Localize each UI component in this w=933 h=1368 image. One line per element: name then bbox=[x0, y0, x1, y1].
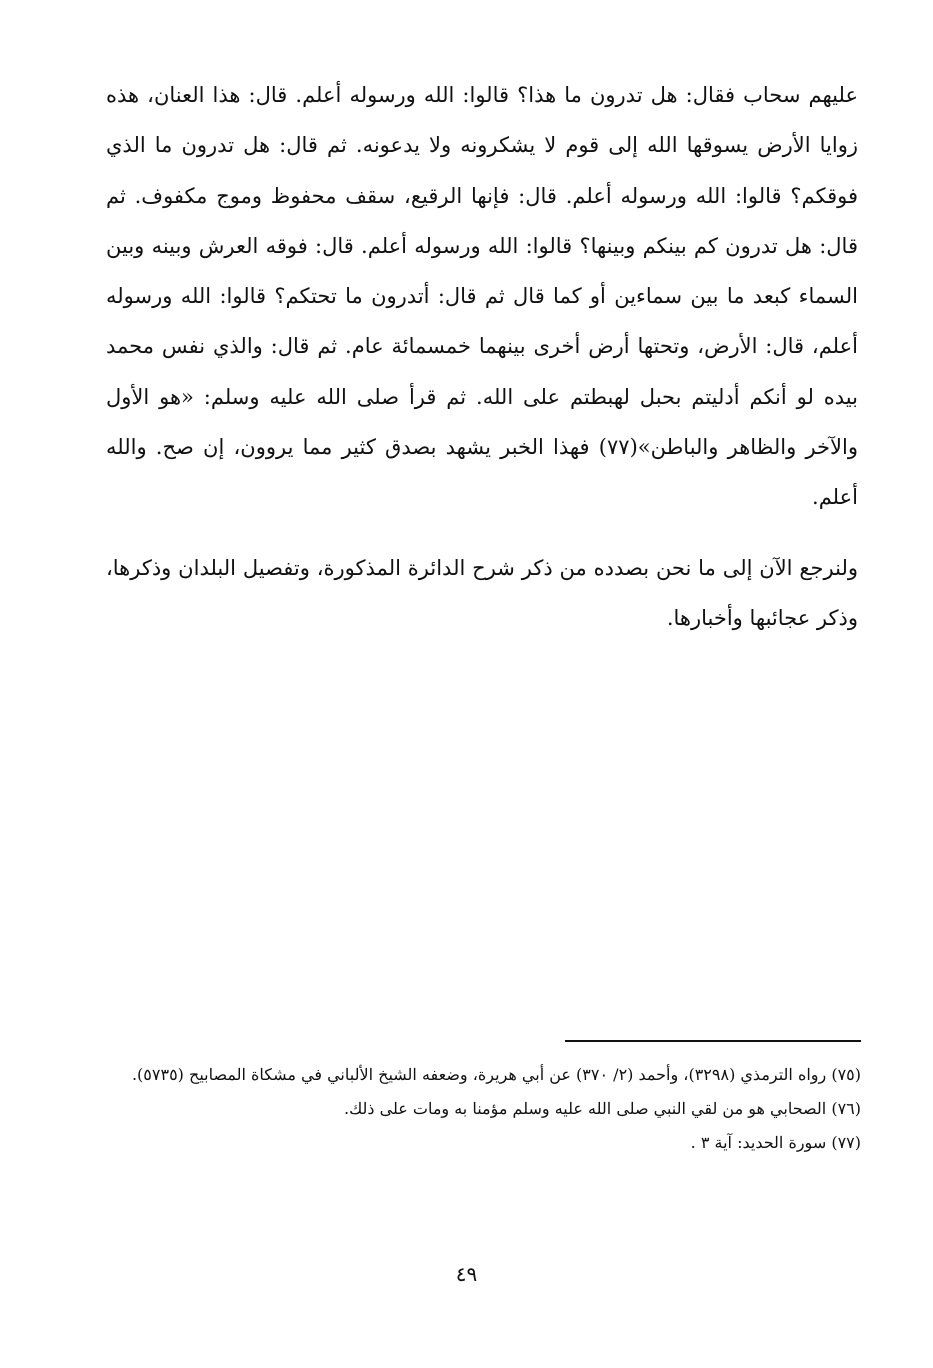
page-number: ٤٩ bbox=[455, 1262, 478, 1286]
footnote-76: (٧٦) الصحابي هو من لقي النبي صلى الله عليه وسلم مؤمنا به ومات على ذلك. bbox=[343, 1099, 861, 1118]
footnote-75: (٧٥) رواه الترمذي (٣٢٩٨)، وأحمد (٢/ ٣٧٠) عن أبي هريرة، وضعفه الشيخ الألباني في مشكاة المصابيح (٥٧٣٥). bbox=[131, 1065, 861, 1084]
body-paragraph: ولنرجع الآن إلى ما نحن بصدده من ذكر شرح الدائرة المذكورة، وتفصيل البلدان وذكرها، وذكر عجائبها وأخبارها. bbox=[106, 555, 858, 630]
main-text bbox=[106, 70, 858, 643]
body-paragraph: عليهم سحاب فقال: هل تدرون ما هذا؟ قالوا: الله ورسوله أعلم. قال: هذا العنان، هذه زوايا الأرض يسوقها الله إلى قوم لا يشكرونه ولا يدعونه. ثم قال: هل تدرون ما الذي فوقكم؟ قالوا: الله ورسوله أعلم. قال: فإنها الرقيع، سقف محفوظ وموج مكفوف. ثم قال: هل تدرون كم بينكم وبينها؟ قالوا: الله ورسوله أعلم. قال: فوقه العرش وبينه وبين السماء كبعد ما بين سماءين أو كما قال ثم قال: أتدرون ما تحتكم؟ قالوا: الله ورسوله أعلم، قال: الأرض، وتحتها أرض أخرى بينهما خمسمائة عام. ثم قال: والذي نفس محمد بيده لو أنكم أدليتم بحبل لهبطتم على الله. ثم قرأ صلى الله عليه وسلم: «هو الأول والآخر والظاهر والباطن»(٧٧) فهذا الخبر يشهد بصدق كثير مما يروون، إن صح. والله أعلم. bbox=[106, 83, 858, 510]
footnote-77: (٧٧) سورة الحديد: آية ٣ . bbox=[690, 1133, 861, 1152]
footnote-divider bbox=[565, 1040, 861, 1042]
footnotes-section bbox=[103, 1058, 861, 1160]
